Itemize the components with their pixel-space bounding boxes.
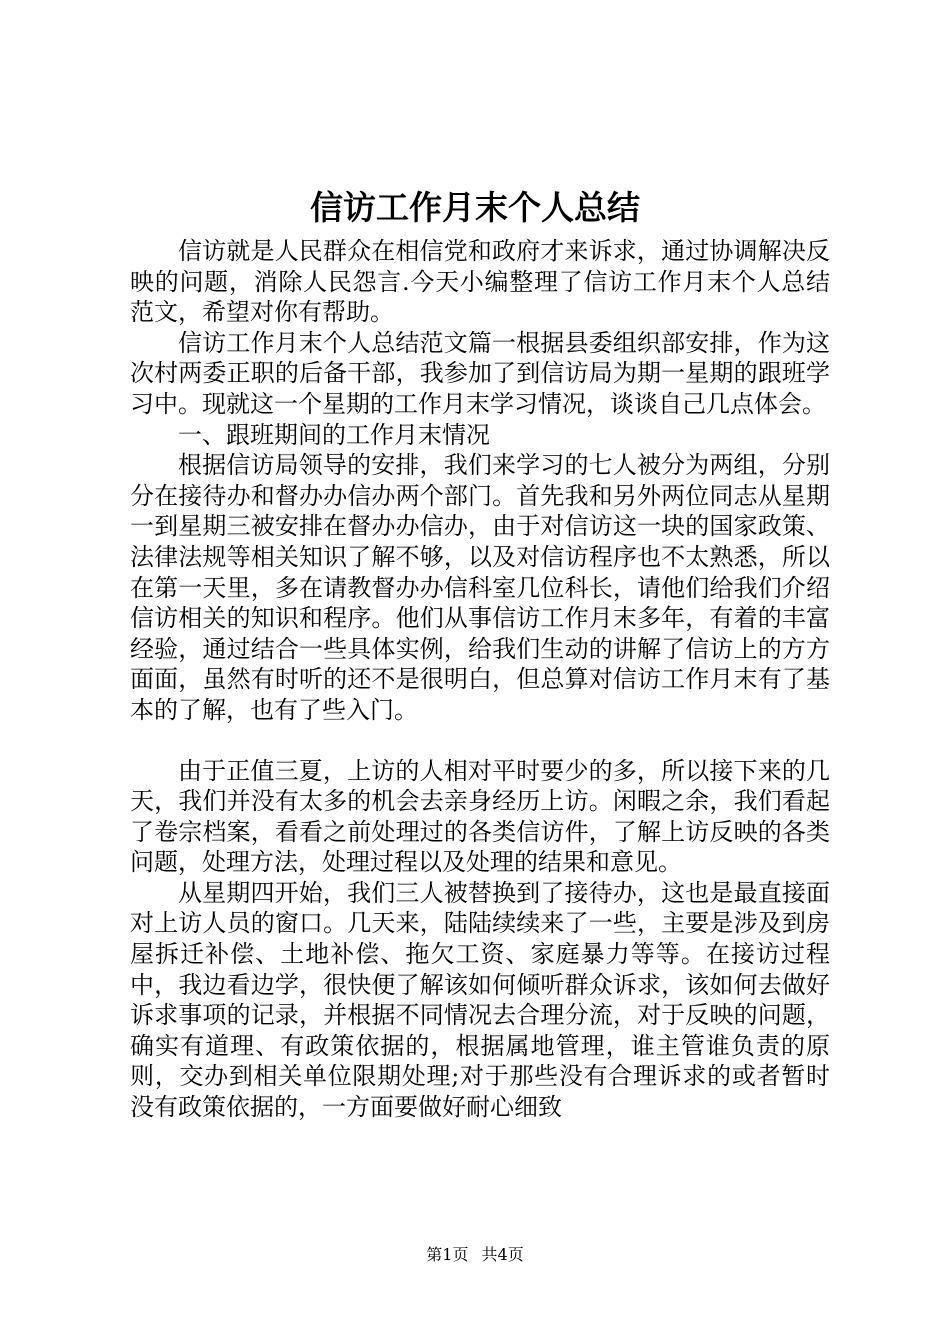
paragraph-article-one: 信访工作月末个人总结范文篇一根据县委组织部安排，作为这次村两委正职的后备干部，我参加了到信访局为期一星期的跟班学习中。现就这一个星期的工作月末学习情况，谈谈自己几点体会。	[130, 328, 830, 418]
page-number: 第1页	[426, 1245, 469, 1264]
paragraph-arrangement: 根据信访局领导的安排，我们来学习的七人被分为两组，分别分在接待办和督办办信办两个部门。首先我和另外两位同志从星期一到星期三被安排在督办办信办，由于对信访这一块的国家政策、法律法规等相关知识了解不够，以及对信访程序也不太熟悉，所以在第一天里，多在请教督办办信科室几位科长，请他们给我们介绍信访相关的知识和程序。他们从事信访工作月末多年，有着的丰富经验，通过结合一些具体实例，给我们生动的讲解了信访上的方方面面，虽然有时听的还不是很明白，但总算对信访工作月末有了基本的了解，也有了些入门。	[130, 451, 830, 724]
document-body	[130, 236, 830, 1123]
page-total: 共4页	[481, 1245, 524, 1264]
page-footer	[0, 1242, 950, 1265]
paragraph-reception: 从星期四开始，我们三人被替换到了接待办，这也是最直接面对上访人员的窗口。几天来，陆陆续续来了一些，主要是涉及到房屋拆迁补偿、土地补偿、拖欠工资、家庭暴力等等。在接访过程中，我边看边学，很快便了解该如何倾听群众诉求，该如何去做好诉求事项的记录，并根据不同情况去合理分流，对于反映的问题，确实有道理、有政策依据的，根据属地管理，谁主管谁负责的原则，交办到相关单位限期处理;对于那些没有合理诉求的或者暂时没有政策依据的，一方面要做好耐心细致	[130, 878, 830, 1122]
paragraph-summer: 由于正值三夏，上访的人相对平时要少的多，所以接下来的几天，我们并没有太多的机会去亲身经历上访。闲暇之余，我们看起了卷宗档案，看看之前处理过的各类信访件，了解上访反映的各类问题，处理方法，处理过程以及处理的结果和意见。	[130, 756, 830, 877]
section-heading: 一、跟班期间的工作月末情况	[178, 420, 490, 449]
document-title: 信访工作月末个人总结	[310, 188, 640, 227]
paragraph-intro: 信访就是人民群众在相信党和政府才来诉求，通过协调解决反映的问题，消除人民怨言.今天小编整理了信访工作月末个人总结范文，希望对你有帮助。	[130, 237, 830, 327]
